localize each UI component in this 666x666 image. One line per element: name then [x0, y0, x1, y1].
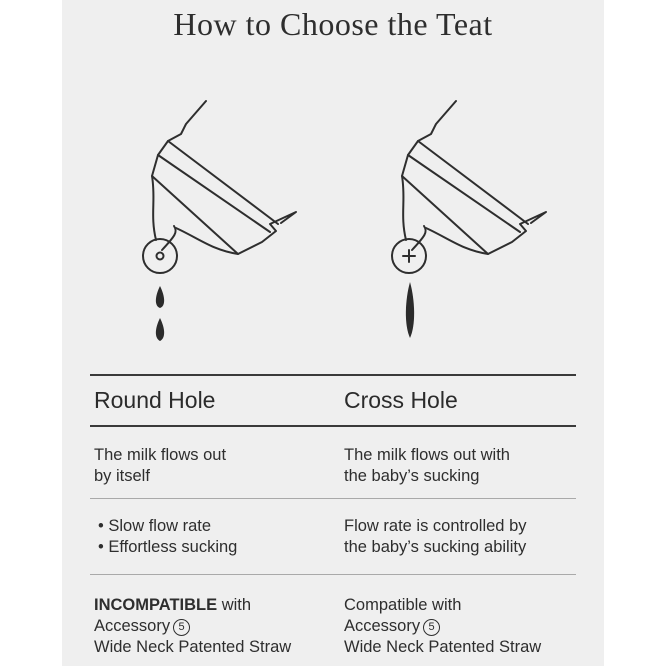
page-title: How to Choose the Teat: [173, 6, 493, 42]
cross-hole-compatibility: Compatible with Accessory 5 Wide Neck Patented Straw: [344, 596, 542, 656]
row-divider: [90, 574, 576, 575]
accessory-number-badge: 5: [173, 619, 190, 636]
bottle-round-hole-icon: [152, 101, 296, 254]
cross-hole-features: Flow rate is controlled by the baby’s sucking ability: [344, 517, 527, 556]
bottle-cross-hole-icon: [402, 101, 546, 254]
header-bottom-rule: [90, 425, 576, 427]
cross-hole-flow-description: The milk flows out with the baby’s sucking: [344, 446, 510, 485]
milk-drop-icon: [156, 318, 164, 341]
round-hole-nipple-icon: [143, 239, 177, 273]
round-hole-compatibility: INCOMPATIBLE with Accessory 5 Wide Neck Patented Straw: [94, 596, 292, 656]
milk-stream-icon: [406, 282, 414, 338]
row-divider: [90, 498, 576, 499]
milk-drop-icon: [156, 286, 164, 308]
round-hole-flow-description: The milk flows out by itself: [94, 446, 227, 485]
round-hole-features: • Slow flow rate • Effortless sucking: [98, 517, 238, 556]
column-heading-round-hole: Round Hole: [94, 387, 216, 413]
accessory-number-badge: 5: [423, 619, 440, 636]
incompatible-label: INCOMPATIBLE: [94, 596, 218, 614]
column-heading-cross-hole: Cross Hole: [344, 387, 458, 413]
table-top-rule: [90, 374, 576, 376]
